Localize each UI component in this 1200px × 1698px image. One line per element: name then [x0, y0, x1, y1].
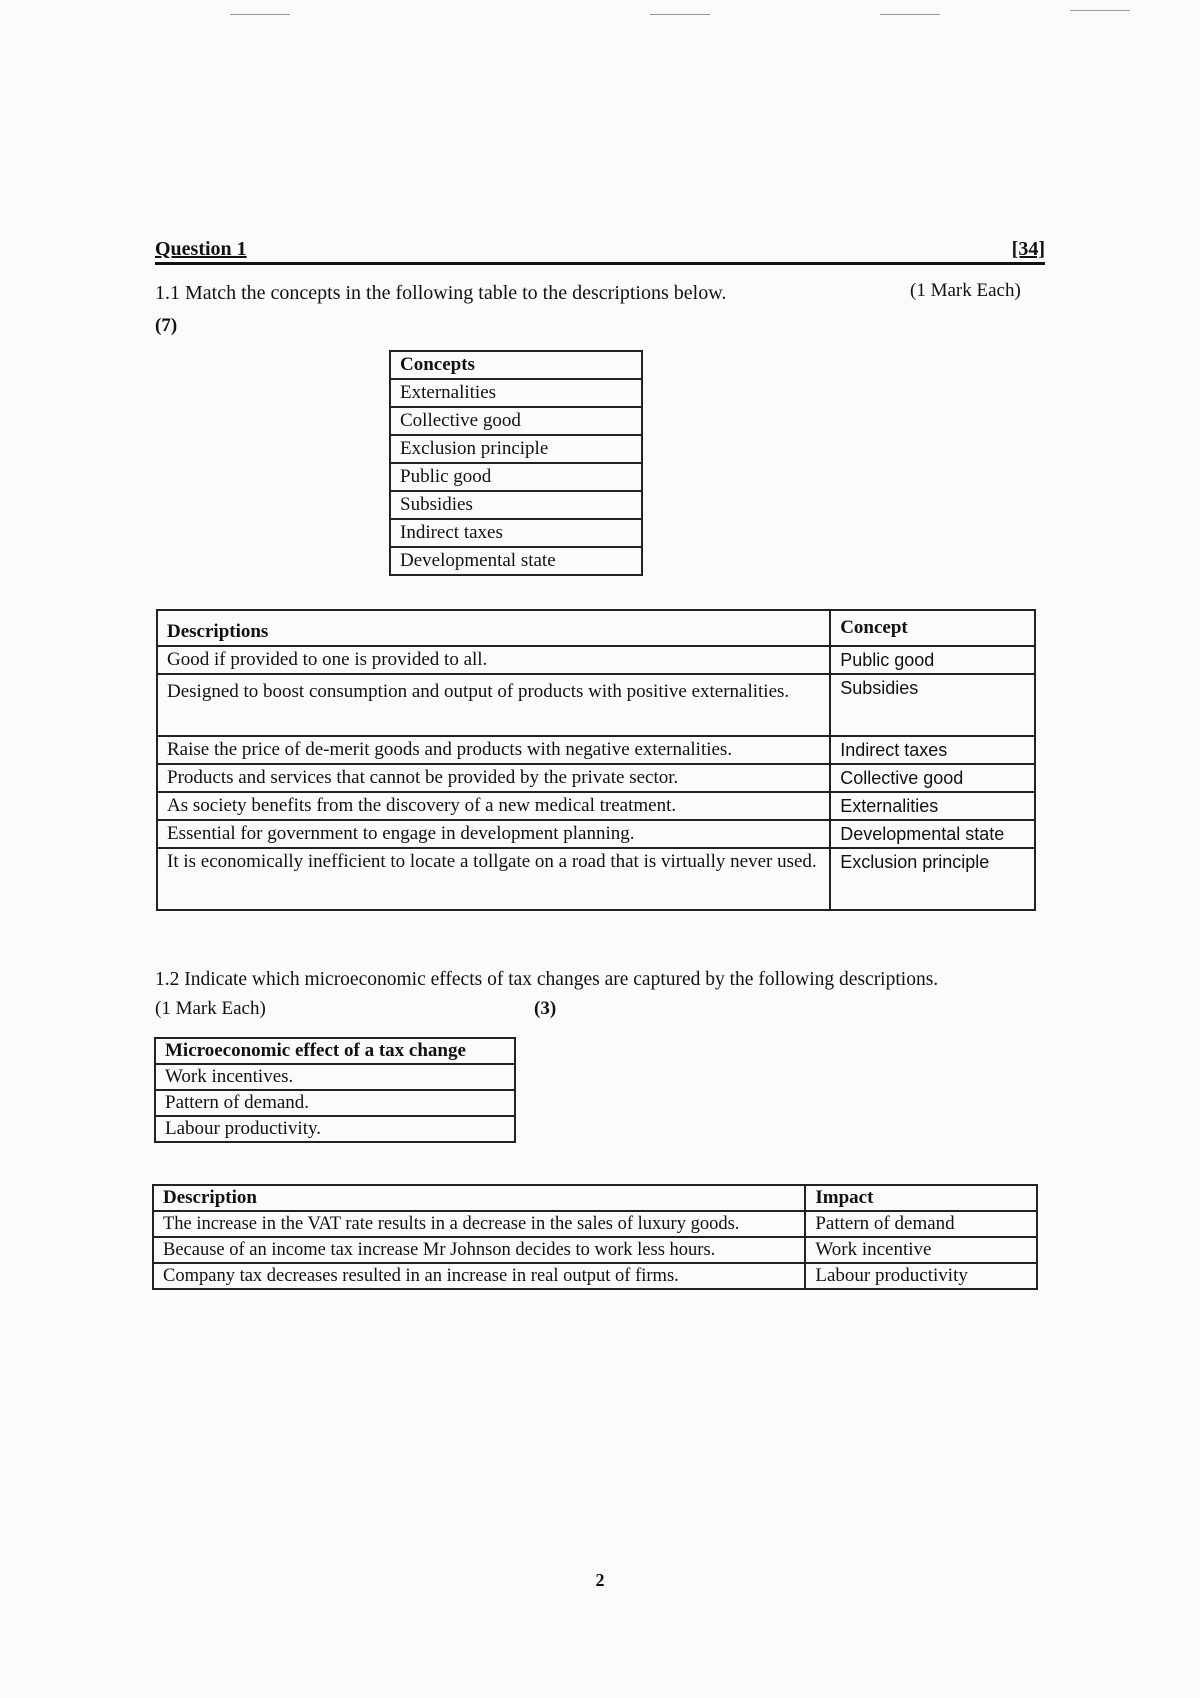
q1-1-mark-each: (1 Mark Each)	[910, 280, 1021, 301]
scan-artifact-line	[880, 14, 940, 15]
table-row	[157, 792, 1035, 820]
table-row	[155, 1090, 515, 1116]
q1-1-instruction-text: 1.1 Match the concepts in the following table to the descriptions below.	[155, 282, 727, 304]
table-row	[390, 407, 642, 435]
table-row	[390, 547, 642, 575]
effects-table	[154, 1037, 516, 1143]
answer-cell: Collective good	[830, 764, 1035, 792]
concept-cell: Collective good	[390, 407, 642, 435]
concept-cell: Exclusion principle	[390, 435, 642, 463]
q1-1-instruction	[155, 281, 855, 305]
description-cell: Products and services that cannot be provided by the private sector.	[157, 764, 830, 792]
description-cell: Raise the price of de-merit goods and products with negative externalities.	[157, 736, 830, 764]
table-row	[390, 463, 642, 491]
q1-2-total: (3)	[534, 998, 557, 1019]
concept-cell: Indirect taxes	[390, 519, 642, 547]
effect-cell: Pattern of demand.	[155, 1090, 515, 1116]
q1-2-mark-each: (1 Mark Each)	[155, 998, 266, 1019]
impact-cell: Pattern of demand	[805, 1211, 1037, 1237]
table-row	[153, 1211, 1037, 1237]
table-row	[157, 736, 1035, 764]
concept-cell: Developmental state	[390, 547, 642, 575]
effect-cell: Work incentives.	[155, 1064, 515, 1090]
question-title: Question 1	[155, 238, 247, 260]
description-cell: It is economically inefficient to locate a tollgate on a road that is virtually never used.	[157, 848, 830, 910]
table-row	[153, 1237, 1037, 1263]
answer-cell: Subsidies	[830, 674, 1035, 736]
impact-table	[152, 1184, 1038, 1290]
table-header-row	[157, 610, 1035, 646]
q1-2-instruction: 1.2 Indicate which microeconomic effects of tax changes are captured by the following descriptions.	[155, 969, 939, 990]
answer-cell: Developmental state	[830, 820, 1035, 848]
effect-cell: Labour productivity.	[155, 1116, 515, 1142]
table-row	[390, 519, 642, 547]
description-cell: Good if provided to one is provided to all.	[157, 646, 830, 674]
table-row	[157, 848, 1035, 910]
table-row	[157, 764, 1035, 792]
impact-cell: Labour productivity	[805, 1263, 1037, 1289]
concepts-table	[389, 350, 643, 576]
table-row	[157, 646, 1035, 674]
answer-cell: Externalities	[830, 792, 1035, 820]
table-row	[157, 674, 1035, 736]
concept-cell: Subsidies	[390, 491, 642, 519]
effects-header: Microeconomic effect of a tax change	[155, 1038, 515, 1064]
page-number: 2	[595, 1570, 605, 1590]
table-header-row	[155, 1038, 515, 1064]
description-header: Description	[153, 1185, 805, 1211]
answer-cell: Public good	[830, 646, 1035, 674]
table-row	[390, 435, 642, 463]
description-cell: Designed to boost consumption and output of products with positive externalities.	[157, 674, 830, 736]
question-marks: [34]	[1011, 238, 1045, 260]
descriptions-table	[156, 609, 1036, 911]
concepts-header: Concepts	[390, 351, 642, 379]
question-heading	[155, 238, 1045, 265]
impact-cell: Work incentive	[805, 1237, 1037, 1263]
q1-1-total: (7)	[155, 315, 178, 336]
table-row	[157, 820, 1035, 848]
description-cell: As society benefits from the discovery of a new medical treatment.	[157, 792, 830, 820]
impact-header: Impact	[805, 1185, 1037, 1211]
descriptions-header: Descriptions	[157, 610, 830, 646]
concept-cell: Externalities	[390, 379, 642, 407]
table-row	[155, 1116, 515, 1142]
table-header-row	[153, 1185, 1037, 1211]
description-cell: Essential for government to engage in development planning.	[157, 820, 830, 848]
answer-cell: Exclusion principle	[830, 848, 1035, 910]
answer-cell: Indirect taxes	[830, 736, 1035, 764]
concept-cell: Public good	[390, 463, 642, 491]
table-header-row	[390, 351, 642, 379]
scan-artifact-line	[230, 14, 290, 15]
description-cell: The increase in the VAT rate results in a decrease in the sales of luxury goods.	[153, 1211, 805, 1237]
table-row	[155, 1064, 515, 1090]
scan-artifact-line	[650, 14, 710, 15]
description-cell: Company tax decreases resulted in an increase in real output of firms.	[153, 1263, 805, 1289]
table-row	[390, 379, 642, 407]
concept-header: Concept	[830, 610, 1035, 646]
table-row	[153, 1263, 1037, 1289]
table-row	[390, 491, 642, 519]
description-cell: Because of an income tax increase Mr Johnson decides to work less hours.	[153, 1237, 805, 1263]
scan-artifact-line	[1070, 10, 1130, 11]
